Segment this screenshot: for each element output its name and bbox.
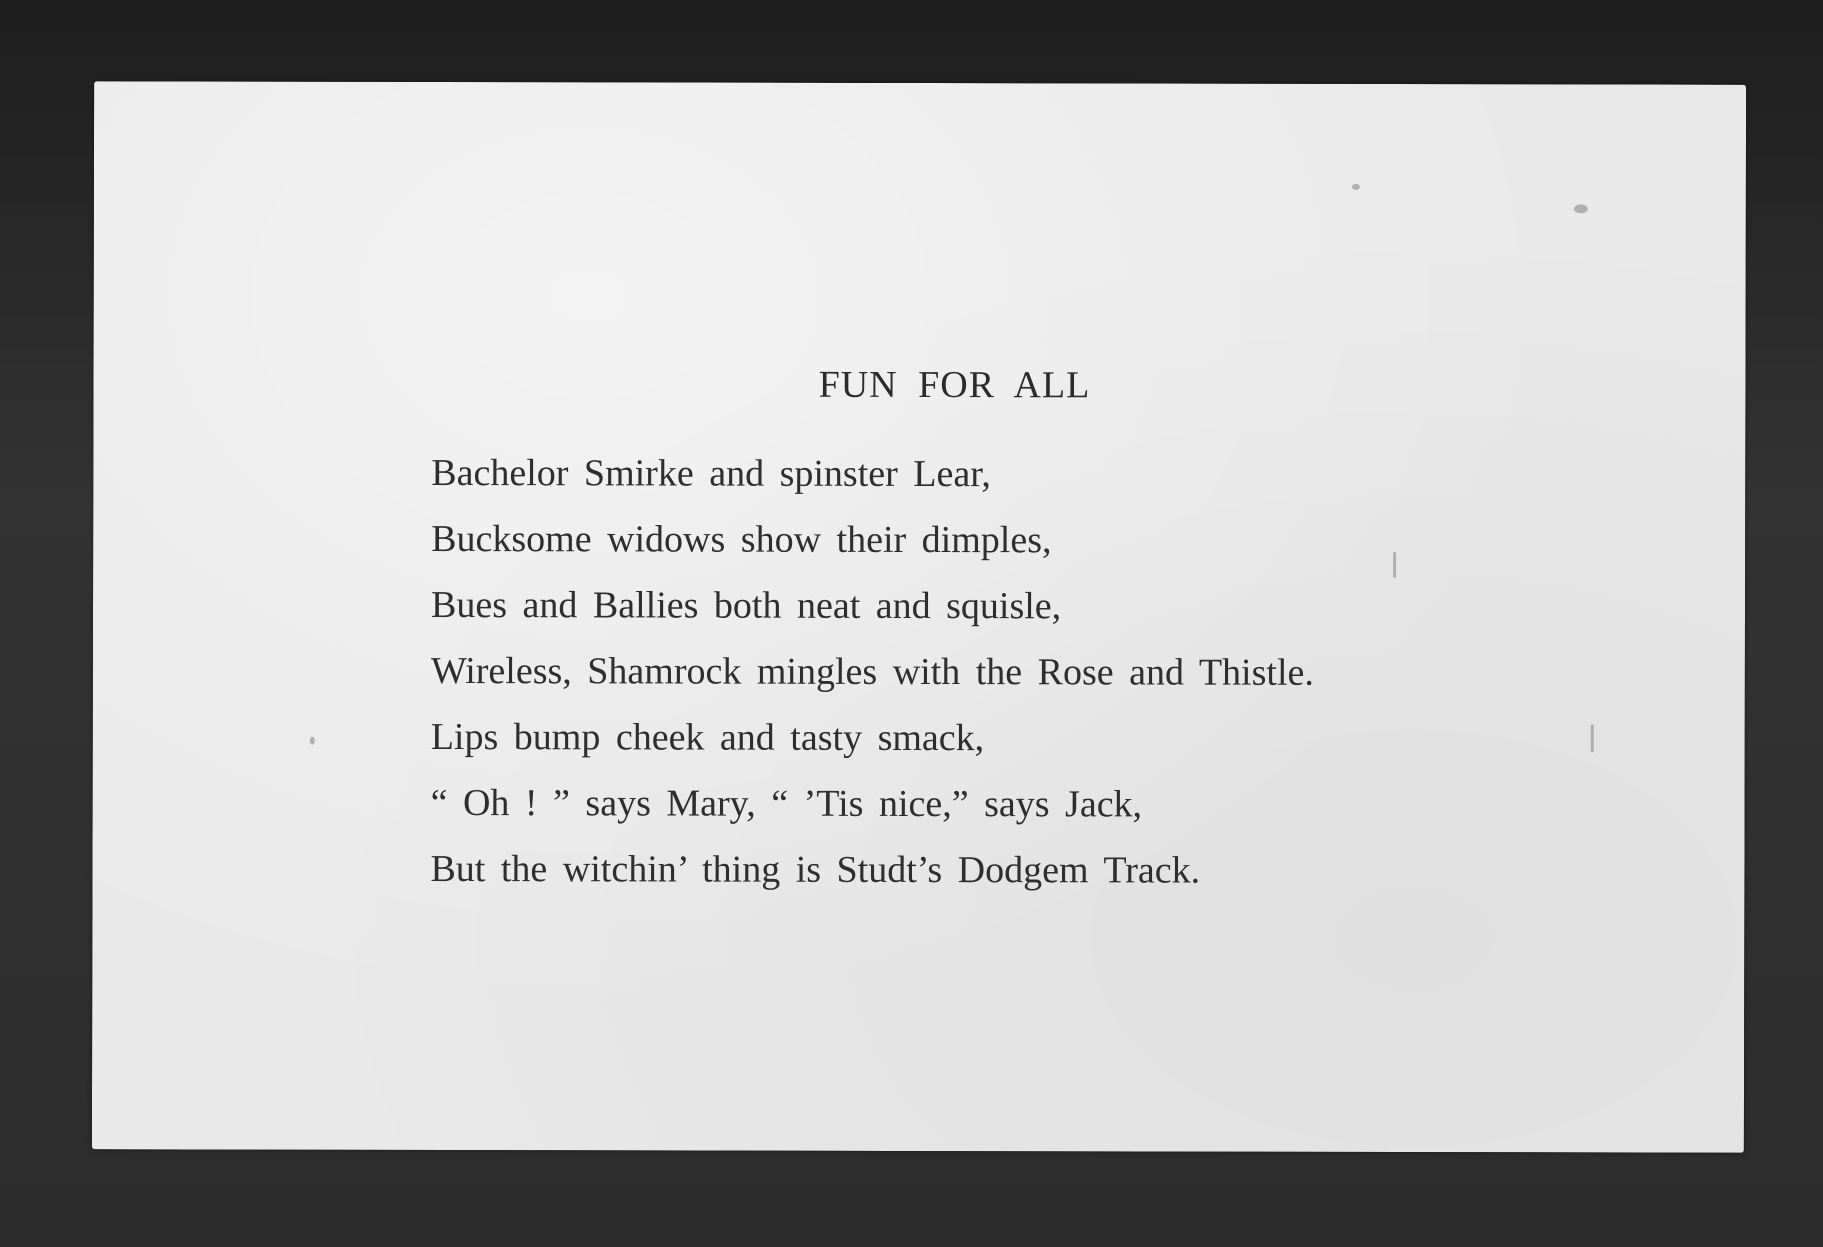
poem [430, 440, 1314, 904]
poem-line: Wireless, Shamrock mingles with the Rose and Thistle. [430, 649, 1314, 694]
paper-speck [310, 737, 315, 745]
card-title: FUN FOR ALL [818, 363, 1091, 407]
printed-card [92, 81, 1746, 1152]
paper-speck [1591, 724, 1594, 752]
poem-line: Lips bump cheek and tasty smack, [430, 715, 985, 760]
poem-line: Bucksome widows show their dimples, [431, 517, 1052, 562]
poem-line: Bachelor Smirke and spinster Lear, [431, 451, 991, 496]
poem-line: But the witchin’ thing is Studt’s Dodgem Track. [430, 847, 1201, 892]
poem-line: “ Oh ! ” says Mary, “ ’Tis nice,” says Jack, [430, 781, 1143, 826]
paper-speck [1352, 184, 1360, 190]
paper-speck [1574, 204, 1588, 213]
paper-speck [1393, 552, 1396, 578]
poem-line: Bues and Ballies both neat and squisle, [430, 583, 1062, 628]
